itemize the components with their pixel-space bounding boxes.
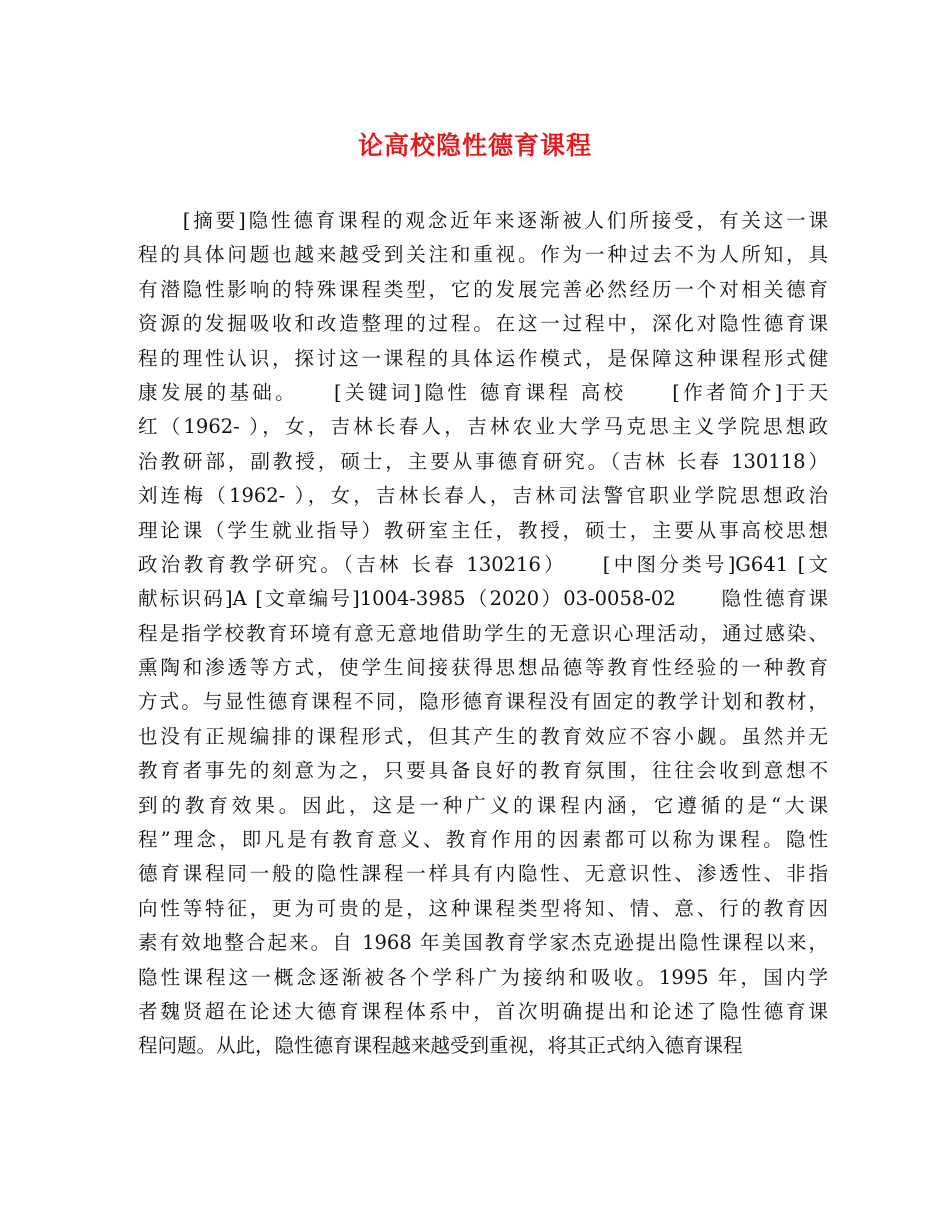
body-text-line: 向性等特征，更为可贵的是，这种课程类型将知、情、意、行的教育因	[138, 896, 828, 920]
body-text-line: 德育课程同一般的隐性課程一样具有内隐性、无意识性、渗透性、非指	[138, 862, 828, 886]
body-text-line: 理论课（学生就业指导）教研室主任，教授，硕士，主要从事高校思想	[138, 518, 828, 542]
body-text-line: 康发展的基础。 [关键词]隐性 德育课程 高校 [作者简介]于天	[138, 380, 828, 404]
body-text-line: 资源的发掘吸收和改造整理的过程。在这一过程中，深化对隐性德育课	[138, 312, 828, 336]
body-text-line: 者魏贤超在论述大德育课程体系中，首次明确提出和论述了隐性德育课	[138, 999, 828, 1023]
body-text-line: 熏陶和渗透等方式，使学生间接获得思想品德等教育性经验的一种教育	[138, 656, 828, 680]
body-text-line: 刘连梅（1962- ），女，吉林长春人，吉林司法警官职业学院思想政治	[138, 484, 828, 508]
document-body	[138, 204, 828, 1064]
body-text-line: 隐性课程这一概念逐渐被各个学科广为接纳和吸收。1995 年，国内学	[138, 965, 828, 989]
body-text-line: 政治教育教学研究。（吉林 长春 130216） [中图分类号]G641 [文	[138, 552, 828, 576]
body-text-line: 程问题。从此，隐性德育课程越来越受到重视，将其正式纳入德育课程	[138, 1034, 743, 1058]
body-text-line: 有潜隐性影响的特殊课程类型，它的发展完善必然经历一个对相关德育	[138, 277, 828, 301]
body-text-line: [摘要]隐性德育课程的观念近年来逐渐被人们所接受，有关这一课	[138, 209, 828, 232]
body-text-line: 治教研部，副教授，硕士，主要从事德育研究。（吉林 长春 130118）	[138, 449, 828, 473]
body-text-line: 程是指学校教育环境有意无意地借助学生的无意识心理活动，通过感染、	[138, 621, 828, 645]
document-title: 论高校隐性德育课程	[357, 131, 592, 160]
body-text-line: 到的教育效果。因此，这是一种广义的课程内涵，它遵循的是“大课	[138, 793, 828, 817]
body-text-line: 程的具体问题也越来越受到关注和重视。作为一种过去不为人所知，具	[138, 243, 828, 267]
body-text-line: 程的理性认识，探讨这一课程的具体运作模式，是保障这种课程形式健	[138, 346, 828, 370]
body-text-line: 教育者事先的刻意为之，只要具备良好的教育氛围，往往会收到意想不	[138, 759, 828, 783]
body-text-line: 素有效地整合起来。自 1968 年美国教育学家杰克逊提出隐性课程以来，	[138, 931, 828, 955]
body-text-line: 程”理念，即凡是有教育意义、教育作用的因素都可以称为课程。隐性	[138, 828, 828, 852]
body-text-line: 也没有正规编排的课程形式，但其产生的教育效应不容小觑。虽然并无	[138, 724, 828, 748]
body-text-line: 红（1962- ），女，吉林长春人，吉林农业大学马克思主义学院思想政	[138, 415, 828, 439]
body-text-line: 方式。与显性德育课程不同，隐形德育课程没有固定的教学计划和教材，	[138, 690, 828, 714]
body-text-line: 献标识码]A [文章编号]1004-3985（2020）03-0058-02 隐性德育课	[138, 587, 828, 611]
